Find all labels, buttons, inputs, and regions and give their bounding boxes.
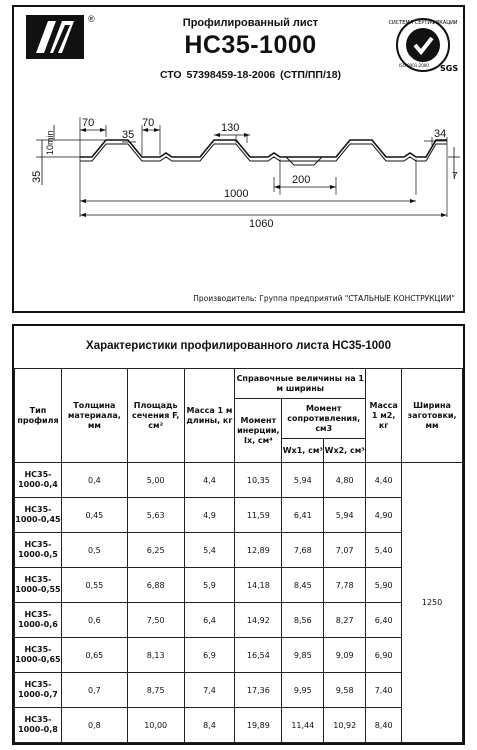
cell-thickness: 0,8	[61, 708, 127, 743]
cell-area: 5,00	[127, 463, 184, 498]
cell-area: 6,88	[127, 568, 184, 603]
cell-mass-length: 6,9	[184, 638, 235, 673]
header-moment: Момент инерции, Ix, см⁴	[235, 399, 282, 463]
cell-type: НС35-1000-0,7	[15, 673, 62, 708]
cell-wx2: 10,92	[324, 708, 366, 743]
cell-area: 5,63	[127, 498, 184, 533]
cell-wx1: 8,45	[282, 568, 324, 603]
standard-number: СТО 57398459-18-2006 (СТП/ПП/18)	[159, 69, 342, 81]
cell-thickness: 0,65	[61, 638, 127, 673]
dim-full: 1060	[249, 218, 274, 230]
cell-wx2: 9,58	[324, 673, 366, 708]
cell-type: НС35-1000-0,65	[15, 638, 62, 673]
cell-wx2: 7,07	[324, 533, 366, 568]
cell-wx1: 9,95	[282, 673, 324, 708]
cell-type: НС35-1000-0,55	[15, 568, 62, 603]
cell-moment: 11,59	[235, 498, 282, 533]
cell-moment: 10,35	[235, 463, 282, 498]
cell-mass-length: 8,4	[184, 708, 235, 743]
table-row	[15, 708, 463, 743]
cell-mass-m2: 4,90	[366, 498, 402, 533]
cell-area: 8,13	[127, 638, 184, 673]
dim-small: 7	[452, 171, 458, 182]
cell-mass-m2: 6,90	[366, 638, 402, 673]
cell-area: 10,00	[127, 708, 184, 743]
cell-thickness: 0,5	[61, 533, 127, 568]
header-type: Тип профиля	[15, 369, 62, 463]
profile-drawing-panel	[12, 5, 465, 313]
cell-wx1: 9,85	[282, 638, 324, 673]
cell-wx2: 5,94	[324, 498, 366, 533]
cell-wx1: 6,41	[282, 498, 324, 533]
cell-mass-m2: 4,40	[366, 463, 402, 498]
cell-thickness: 0,4	[61, 463, 127, 498]
cell-type: НС35-1000-0,6	[15, 603, 62, 638]
dim-h10: 10min	[45, 130, 55, 155]
cell-mass-m2: 8,40	[366, 708, 402, 743]
document-subtitle: Профилированный лист	[182, 17, 319, 29]
cell-mass-length: 6,4	[184, 603, 235, 638]
profile-cross-section	[14, 7, 463, 311]
cert-mark: SGS	[440, 64, 459, 73]
header-area: Площадь сечения F, см²	[127, 369, 184, 463]
table-row	[15, 638, 463, 673]
cell-mass-length: 7,4	[184, 673, 235, 708]
spec-table-panel	[12, 324, 465, 745]
table-row	[15, 603, 463, 638]
dim-cover: 1000	[224, 188, 249, 200]
cell-type: НС35-1000-0,4	[15, 463, 62, 498]
cell-mass-m2: 7,40	[366, 673, 402, 708]
cert-side-text: ISO 9001:2000	[399, 63, 429, 68]
table-row	[15, 568, 463, 603]
cell-mass-length: 5,9	[184, 568, 235, 603]
cell-type: НС35-1000-0,5	[15, 533, 62, 568]
cell-mass-length: 5,4	[184, 533, 235, 568]
dim-rib-inner: 35	[122, 129, 135, 141]
cell-mass-length: 4,9	[184, 498, 235, 533]
cell-thickness: 0,7	[61, 673, 127, 708]
cell-area: 7,50	[127, 603, 184, 638]
cell-wx1: 5,94	[282, 463, 324, 498]
cell-wx2: 7,78	[324, 568, 366, 603]
header-wx1: Wx1, см³	[282, 439, 324, 463]
dim-crown: 130	[221, 122, 240, 134]
cell-moment: 17,36	[235, 673, 282, 708]
cell-thickness: 0,55	[61, 568, 127, 603]
header-resistance: Момент сопротивления, см3	[282, 399, 366, 439]
cell-type: НС35-1000-0,8	[15, 708, 62, 743]
document-title: НС35-1000	[184, 31, 317, 59]
header-mass-length: Масса 1 м длины, кг	[184, 369, 235, 463]
cell-moment: 14,18	[235, 568, 282, 603]
cell-moment: 19,89	[235, 708, 282, 743]
dim-height: 35	[31, 170, 43, 183]
cell-mass-length: 4,4	[184, 463, 235, 498]
manufacturer-note: Производитель: Группа предприятий "СТАЛЬНЫЕ КОНСТРУКЦИИ"	[193, 294, 455, 303]
cell-moment: 16,54	[235, 638, 282, 673]
cell-type: НС35-1000-0,45	[15, 498, 62, 533]
cell-moment: 14,92	[235, 603, 282, 638]
table-row	[15, 463, 463, 498]
cell-wx1: 11,44	[282, 708, 324, 743]
header-reference-group: Справочные величины на 1 м ширины	[235, 369, 366, 399]
cell-wx2: 8,27	[324, 603, 366, 638]
table-row	[15, 498, 463, 533]
cell-wx1: 7,68	[282, 533, 324, 568]
cell-wx1: 8,56	[282, 603, 324, 638]
header-thickness: Толщина материала, мм	[61, 369, 127, 463]
spec-table-body	[15, 463, 463, 743]
cert-top-text: СИСТЕМА СЕРТИФИКАЦИИ	[388, 20, 458, 26]
cell-blank-width: 1250	[402, 463, 463, 743]
header-wx2: Wx2, см³	[324, 439, 366, 463]
header-mass-m2: Масса 1 м2, кг	[366, 369, 402, 463]
spec-table	[14, 368, 463, 743]
cell-area: 8,75	[127, 673, 184, 708]
cell-wx2: 9,09	[324, 638, 366, 673]
dim-top-mid: 70	[142, 117, 155, 129]
cell-mass-m2: 6,40	[366, 603, 402, 638]
cell-mass-m2: 5,40	[366, 533, 402, 568]
dim-top-left: 70	[82, 117, 95, 129]
table-title: Характеристики профилированного листа НС35-1000	[86, 340, 391, 352]
registered-mark: ®	[88, 14, 95, 24]
cell-thickness: 0,45	[61, 498, 127, 533]
cell-thickness: 0,6	[61, 603, 127, 638]
cell-wx2: 4,80	[324, 463, 366, 498]
cell-area: 6,25	[127, 533, 184, 568]
dim-edge: 34	[434, 128, 447, 140]
header-blank-width: Ширина заготовки, мм	[402, 369, 463, 463]
dim-pitch: 200	[292, 174, 311, 186]
table-row	[15, 673, 463, 708]
cell-moment: 12,89	[235, 533, 282, 568]
table-row	[15, 533, 463, 568]
cell-mass-m2: 5,90	[366, 568, 402, 603]
